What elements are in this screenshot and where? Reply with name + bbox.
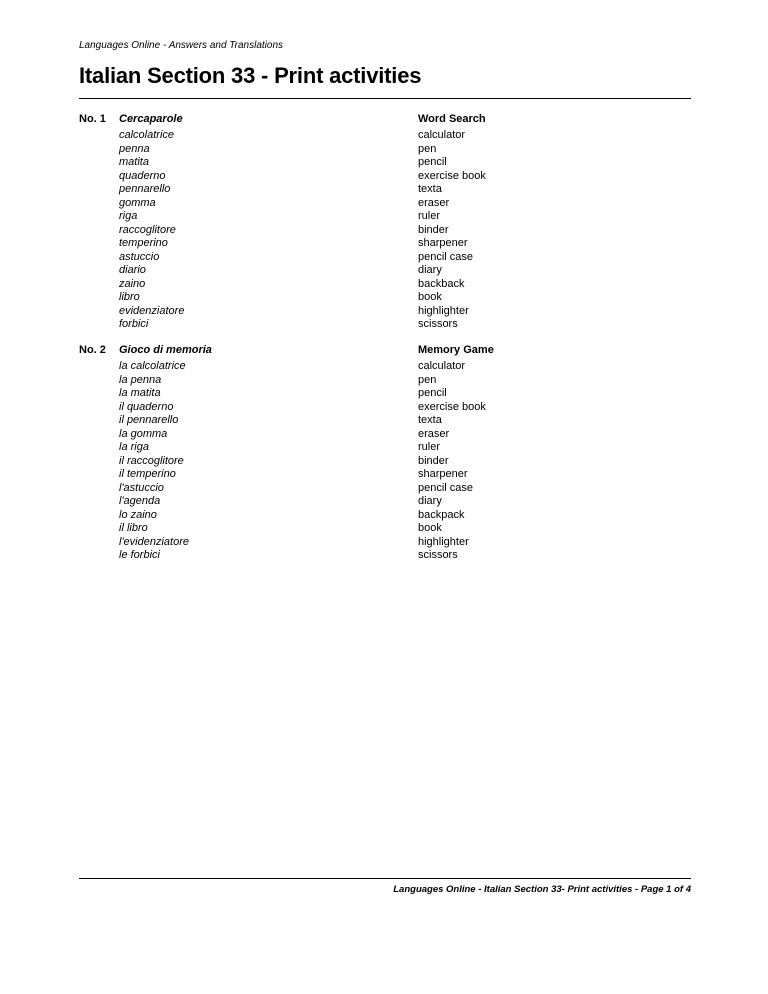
italian-heading: Gioco di memoria — [119, 344, 212, 356]
english-word: backback — [418, 277, 465, 290]
english-word: binder — [418, 223, 449, 236]
italian-word: matita — [119, 156, 149, 168]
italian-word: penna — [119, 142, 150, 155]
english-word: pen — [418, 373, 437, 386]
italian-word: la gomma — [119, 427, 168, 440]
italian-word: pennarello — [119, 183, 171, 195]
english-column — [418, 113, 486, 332]
english-word: ruler — [418, 441, 441, 453]
italian-word: libro — [119, 291, 140, 303]
english-word: calculator — [418, 360, 466, 372]
page-footer: Languages Online - Italian Section 33- Print activities - Page 1 of 4 — [393, 884, 691, 895]
english-word-list — [418, 360, 494, 563]
italian-heading: Cercaparole — [119, 113, 183, 125]
english-word: scissors — [418, 318, 458, 330]
english-word: exercise book — [418, 400, 486, 413]
italian-word: il quaderno — [119, 400, 174, 413]
italian-word: astuccio — [119, 250, 160, 263]
title-divider — [79, 98, 691, 99]
english-word: pen — [418, 142, 437, 155]
italian-word-list — [119, 129, 184, 332]
italian-word: il temperino — [119, 468, 176, 480]
section-number: No. 2 — [79, 344, 106, 356]
italian-word: zaino — [119, 277, 146, 290]
english-word: binder — [418, 454, 449, 467]
italian-word: il raccoglitore — [119, 454, 184, 467]
italian-word: l'agenda — [119, 495, 161, 507]
italian-word: temperino — [119, 237, 168, 249]
english-word: calculator — [418, 129, 466, 141]
english-word: sharpener — [418, 237, 468, 249]
english-word: highlighter — [418, 535, 469, 548]
italian-column — [119, 113, 184, 332]
italian-word-list — [119, 360, 212, 563]
section-number: No. 1 — [79, 113, 106, 125]
english-word: pencil — [418, 387, 447, 399]
italian-word: il pennarello — [119, 414, 179, 426]
english-column — [418, 344, 494, 563]
italian-word: la penna — [119, 373, 162, 386]
italian-word: la riga — [119, 441, 149, 453]
english-word-list — [418, 129, 486, 332]
italian-word: la calcolatrice — [119, 360, 186, 372]
english-word: texta — [418, 414, 442, 426]
italian-word: le forbici — [119, 549, 160, 561]
page-header: Languages Online - Answers and Translations — [79, 40, 284, 51]
italian-word: gomma — [119, 196, 156, 209]
english-word: scissors — [418, 549, 458, 561]
italian-word: la matita — [119, 387, 161, 399]
english-word: book — [418, 291, 442, 303]
page-title: Italian Section 33 - Print activities — [79, 63, 422, 88]
english-word: pencil case — [418, 250, 474, 263]
english-word: sharpener — [418, 468, 468, 480]
english-heading: Memory Game — [418, 344, 494, 356]
english-word: highlighter — [418, 304, 469, 317]
english-word: exercise book — [418, 169, 486, 182]
english-heading: Word Search — [418, 113, 486, 125]
italian-word: l'astuccio — [119, 481, 164, 494]
english-word: book — [418, 522, 442, 534]
english-word: texta — [418, 183, 442, 195]
english-word: backpack — [418, 508, 465, 521]
italian-word: lo zaino — [119, 508, 157, 521]
english-word: ruler — [418, 210, 441, 222]
italian-word: raccoglitore — [119, 223, 176, 236]
english-word: pencil — [418, 156, 447, 168]
italian-word: riga — [119, 210, 138, 222]
italian-word: evidenziatore — [119, 304, 185, 317]
italian-word: calcolatrice — [119, 129, 175, 141]
footer-divider — [79, 878, 691, 879]
english-word: diary — [418, 264, 442, 276]
italian-word: il libro — [119, 522, 148, 534]
italian-word: l'evidenziatore — [119, 535, 189, 548]
english-word: eraser — [418, 427, 450, 440]
italian-column — [119, 344, 212, 563]
english-word: diary — [418, 495, 442, 507]
italian-word: diario — [119, 264, 146, 276]
english-word: eraser — [418, 196, 450, 209]
italian-word: quaderno — [119, 169, 166, 182]
italian-word: forbici — [119, 318, 149, 330]
english-word: pencil case — [418, 481, 474, 494]
